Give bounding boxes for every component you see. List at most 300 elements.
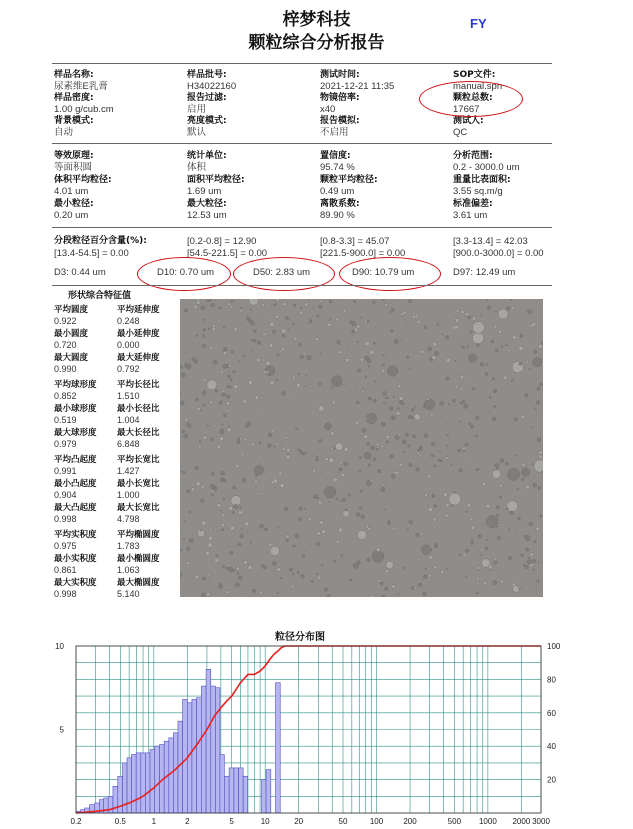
particle [455,319,459,323]
particle [486,539,488,541]
particle [430,413,433,416]
particle [203,584,204,585]
particle [250,309,252,311]
particle [392,528,395,531]
particle [309,382,311,384]
particle [500,580,503,583]
shape-feature-value: 0.861 [54,565,77,575]
particle [468,316,471,319]
particle [186,547,190,551]
particle [519,372,520,373]
particle [295,428,297,430]
particle [180,365,183,368]
shape-feature [54,503,97,525]
particle [532,464,533,465]
particle [303,352,306,355]
stat-dispersion: 离散系数: 89.90 % [320,199,360,221]
particle [251,350,253,352]
particle [251,443,254,446]
particle [393,577,395,579]
particle [353,540,356,543]
particle [263,332,267,336]
particle [526,548,529,551]
particle [382,484,384,486]
particle [186,353,187,354]
particle [343,309,346,312]
particle [237,438,240,441]
particle [457,449,460,452]
particle [209,299,212,301]
particle [403,451,405,453]
particle [446,377,449,380]
particle [327,594,330,597]
shape-feature [54,380,97,402]
particle [272,305,274,307]
particle [364,435,368,439]
particle [526,387,527,388]
shape-feature [54,455,97,477]
shape-feature-label: 最大实积度 [54,578,97,588]
particle [281,348,284,351]
shape-feature-label: 平均长径比 [117,380,160,390]
particle [390,330,393,333]
particle [527,560,531,564]
particle [503,376,507,380]
particle [357,530,366,539]
company-name: 梓梦科技 [282,10,351,30]
particle [499,587,500,588]
particle [398,385,401,388]
histogram-bar [127,758,131,813]
particle [434,566,437,569]
particle [451,464,452,465]
particle [384,304,387,307]
shape-feature [54,578,97,600]
particle [478,489,480,491]
particle [495,311,496,312]
particle [348,494,350,496]
particle [241,528,242,529]
shape-feature-label: 最小长宽比 [117,479,160,489]
particle [510,299,512,300]
particle [489,411,491,413]
shape-feature-value: 0.975 [54,541,77,551]
particle [465,511,467,513]
particle [321,473,322,474]
particle [440,401,444,405]
shape-feature [117,329,160,351]
grading-range: [0.2-0.8] = 12.90 [187,236,257,247]
particle [403,311,406,314]
particle [230,387,232,389]
particle [335,443,343,451]
particle [445,336,449,340]
particle [338,528,342,532]
particle [445,514,448,517]
particle [521,468,529,476]
particle [366,417,368,419]
particle [361,515,365,519]
stat-range: 分析范围: 0.2 - 3000.0 um [453,151,520,173]
particle [431,442,435,446]
x-tick-label: 100 [369,817,384,826]
particle [307,323,308,324]
particle [210,401,213,404]
particle [343,384,344,385]
particle [201,306,205,310]
particle [283,302,287,306]
particle [316,459,319,462]
particle [465,549,468,552]
particle [511,306,514,309]
particle [299,311,303,315]
particle [381,445,384,448]
particle [185,418,188,421]
particle [462,346,465,349]
particle [368,464,370,466]
particle [350,321,353,324]
particle [429,556,433,560]
particle [259,493,262,496]
particle [459,554,461,556]
particle [203,404,205,406]
particle [375,381,377,383]
particle [408,300,411,303]
particle [210,484,214,488]
particle [180,392,181,393]
particle [409,463,412,466]
grading-range: [3.3-13.4] = 42.03 [453,236,528,247]
particle [258,346,260,348]
particle [493,581,497,585]
particle [231,355,233,357]
particle [387,366,398,377]
particle [333,448,335,450]
particle [229,506,233,510]
particle [269,543,272,546]
particle [187,490,190,493]
particle [184,521,186,523]
particle [270,322,274,326]
particle [468,422,471,425]
particle [388,392,391,395]
particle [530,553,534,557]
particle [507,349,510,352]
particle [437,317,439,319]
particle [360,490,363,493]
particle [389,311,391,313]
particle [299,507,302,510]
particle [186,423,190,427]
particle [265,366,275,376]
shape-feature-label: 最小球形度 [54,404,97,414]
particle [416,533,420,537]
particle [476,498,478,500]
particle [372,550,384,562]
particle [274,487,275,488]
particle [424,326,427,329]
shape-feature-label: 最小圆度 [54,329,89,339]
particle [331,452,333,454]
particle [496,526,497,527]
particle [289,391,292,394]
particle [293,316,295,318]
histogram-bar [201,686,206,813]
histogram-bar [234,768,239,813]
particle [191,517,193,519]
particle [281,444,282,445]
particle [467,306,468,307]
particle [524,535,527,538]
info-density: 样品密度: 1.00 g/cub.cm [54,93,114,115]
particle [302,555,305,558]
particle [343,498,346,501]
particle [183,533,186,536]
particle [316,456,318,458]
particle [386,435,390,439]
particle [408,445,410,447]
particle [230,526,234,530]
particle [246,533,248,535]
particle [257,341,261,345]
histogram-bar [192,699,197,813]
particle [221,523,225,527]
particle [235,559,237,561]
shape-feature [117,353,160,375]
d90-value: D90: 10.79 um [352,267,415,278]
particle [486,363,488,365]
particle [538,487,541,490]
particle [525,394,529,398]
particle [333,478,337,482]
particle [477,577,480,580]
particle [334,300,336,302]
particle [459,426,461,428]
particle [391,474,395,478]
particle [384,509,385,510]
particle [231,304,233,306]
particle [209,528,212,531]
particle [497,536,500,539]
particle [533,483,537,487]
particle [539,383,542,386]
histogram-bar [141,753,146,813]
particle [464,352,466,354]
particle [473,322,485,334]
particle [292,376,295,379]
particle [356,529,358,531]
particle [463,376,466,379]
particle [220,396,222,398]
histogram-bar [220,755,224,813]
histogram-bar [173,733,178,813]
info-sample-name: 样品名称: 尿素维E乳膏 [54,70,108,92]
particle [226,395,230,399]
particle [180,482,183,485]
shape-feature-value: 0.792 [117,364,140,374]
particle [538,444,540,446]
particle [505,359,506,360]
particle [391,416,395,420]
divider [52,63,552,64]
particle [223,365,227,369]
particle [202,577,205,580]
particle [356,513,360,517]
particle [266,465,267,466]
particle [295,534,299,538]
particle [203,379,206,382]
particle [425,494,428,497]
particle [226,315,228,317]
particle [186,399,188,401]
particle [362,428,366,432]
particle [298,540,300,542]
particle [311,580,313,582]
particle [308,486,310,488]
particle [246,317,250,321]
particle [212,327,216,331]
particle [276,299,280,301]
particle [274,377,276,379]
particle [208,543,212,547]
particle [463,450,465,452]
particle [307,554,309,556]
particle [251,322,255,326]
particle [368,365,370,367]
particle [507,468,519,480]
shape-feature-value: 1.004 [117,415,140,425]
particle [496,514,498,516]
particle [277,527,279,529]
particle [383,391,387,395]
particle [289,568,293,572]
particle [237,543,240,546]
particle [508,529,510,531]
particle [421,533,424,536]
stat-area-mean: 面积平均粒径: 1.69 um [187,175,245,197]
particle [452,399,455,402]
histogram-bar [239,768,244,813]
particle [254,466,263,475]
shape-feature-value: 4.798 [117,514,140,524]
particle [373,458,376,461]
particle [274,303,277,306]
particle [245,522,249,526]
histogram-bar [224,776,229,813]
particle [539,515,541,517]
particle [478,569,479,570]
particle [234,504,238,508]
particle [492,324,494,326]
particle [405,433,409,437]
particle [276,379,278,381]
x-tick-label: 20 [294,817,304,826]
particle [264,528,267,531]
particle [226,401,230,405]
particle [219,401,222,404]
particle [506,508,508,510]
particle [499,337,500,338]
particle [532,559,536,563]
particle [359,346,362,349]
shape-feature [117,578,160,600]
particle [329,501,330,502]
histogram-bar [206,669,211,813]
particle [313,307,314,308]
d97-value: D97: 12.49 um [453,267,516,278]
particle [308,518,311,521]
particle [319,493,321,495]
particle [280,483,284,487]
shape-feature [54,353,88,375]
particle [368,397,371,400]
particle [337,471,338,472]
particle [515,531,516,532]
particle [223,498,225,500]
particle [280,577,282,579]
particle [433,342,437,346]
particle [517,517,520,520]
particle [395,340,397,342]
particle [364,396,366,398]
particle [481,311,483,313]
particle [488,381,490,383]
particle [255,396,259,400]
info-brightness: 亮度模式: 默认 [187,116,227,138]
particle [428,574,431,577]
particle [184,309,187,312]
particle [304,330,306,332]
x-tick-label: 200 [403,817,417,826]
particle [493,405,495,407]
info-sop: SOP文件: manual.spn [453,70,503,92]
particle [460,421,461,422]
particle [232,511,235,514]
particle [529,368,531,370]
particle [357,325,360,328]
particle [523,562,525,564]
particle [384,446,386,448]
particle [237,572,239,574]
particle [467,504,471,508]
particle [496,468,498,470]
particle [441,570,444,573]
histogram-bar [169,738,174,813]
particle [220,430,224,434]
stat-specific-area: 重量比表面积: 3.55 sq.m/g [453,175,511,197]
particle [359,457,361,459]
particle [200,530,202,532]
particle [236,464,239,467]
particle [208,582,210,584]
particle [456,309,459,312]
particle [201,499,205,503]
particle [218,320,221,323]
particle [230,551,234,555]
particle [389,303,391,305]
particle [411,417,413,419]
particle [472,317,476,321]
shape-feature-value: 0.991 [54,466,77,476]
shape-feature [54,530,97,552]
particle [535,453,536,454]
shape-feature [117,479,160,501]
particle [365,356,369,360]
particle [282,334,285,337]
particle [240,307,242,309]
particle [389,490,391,492]
particle [195,575,199,579]
